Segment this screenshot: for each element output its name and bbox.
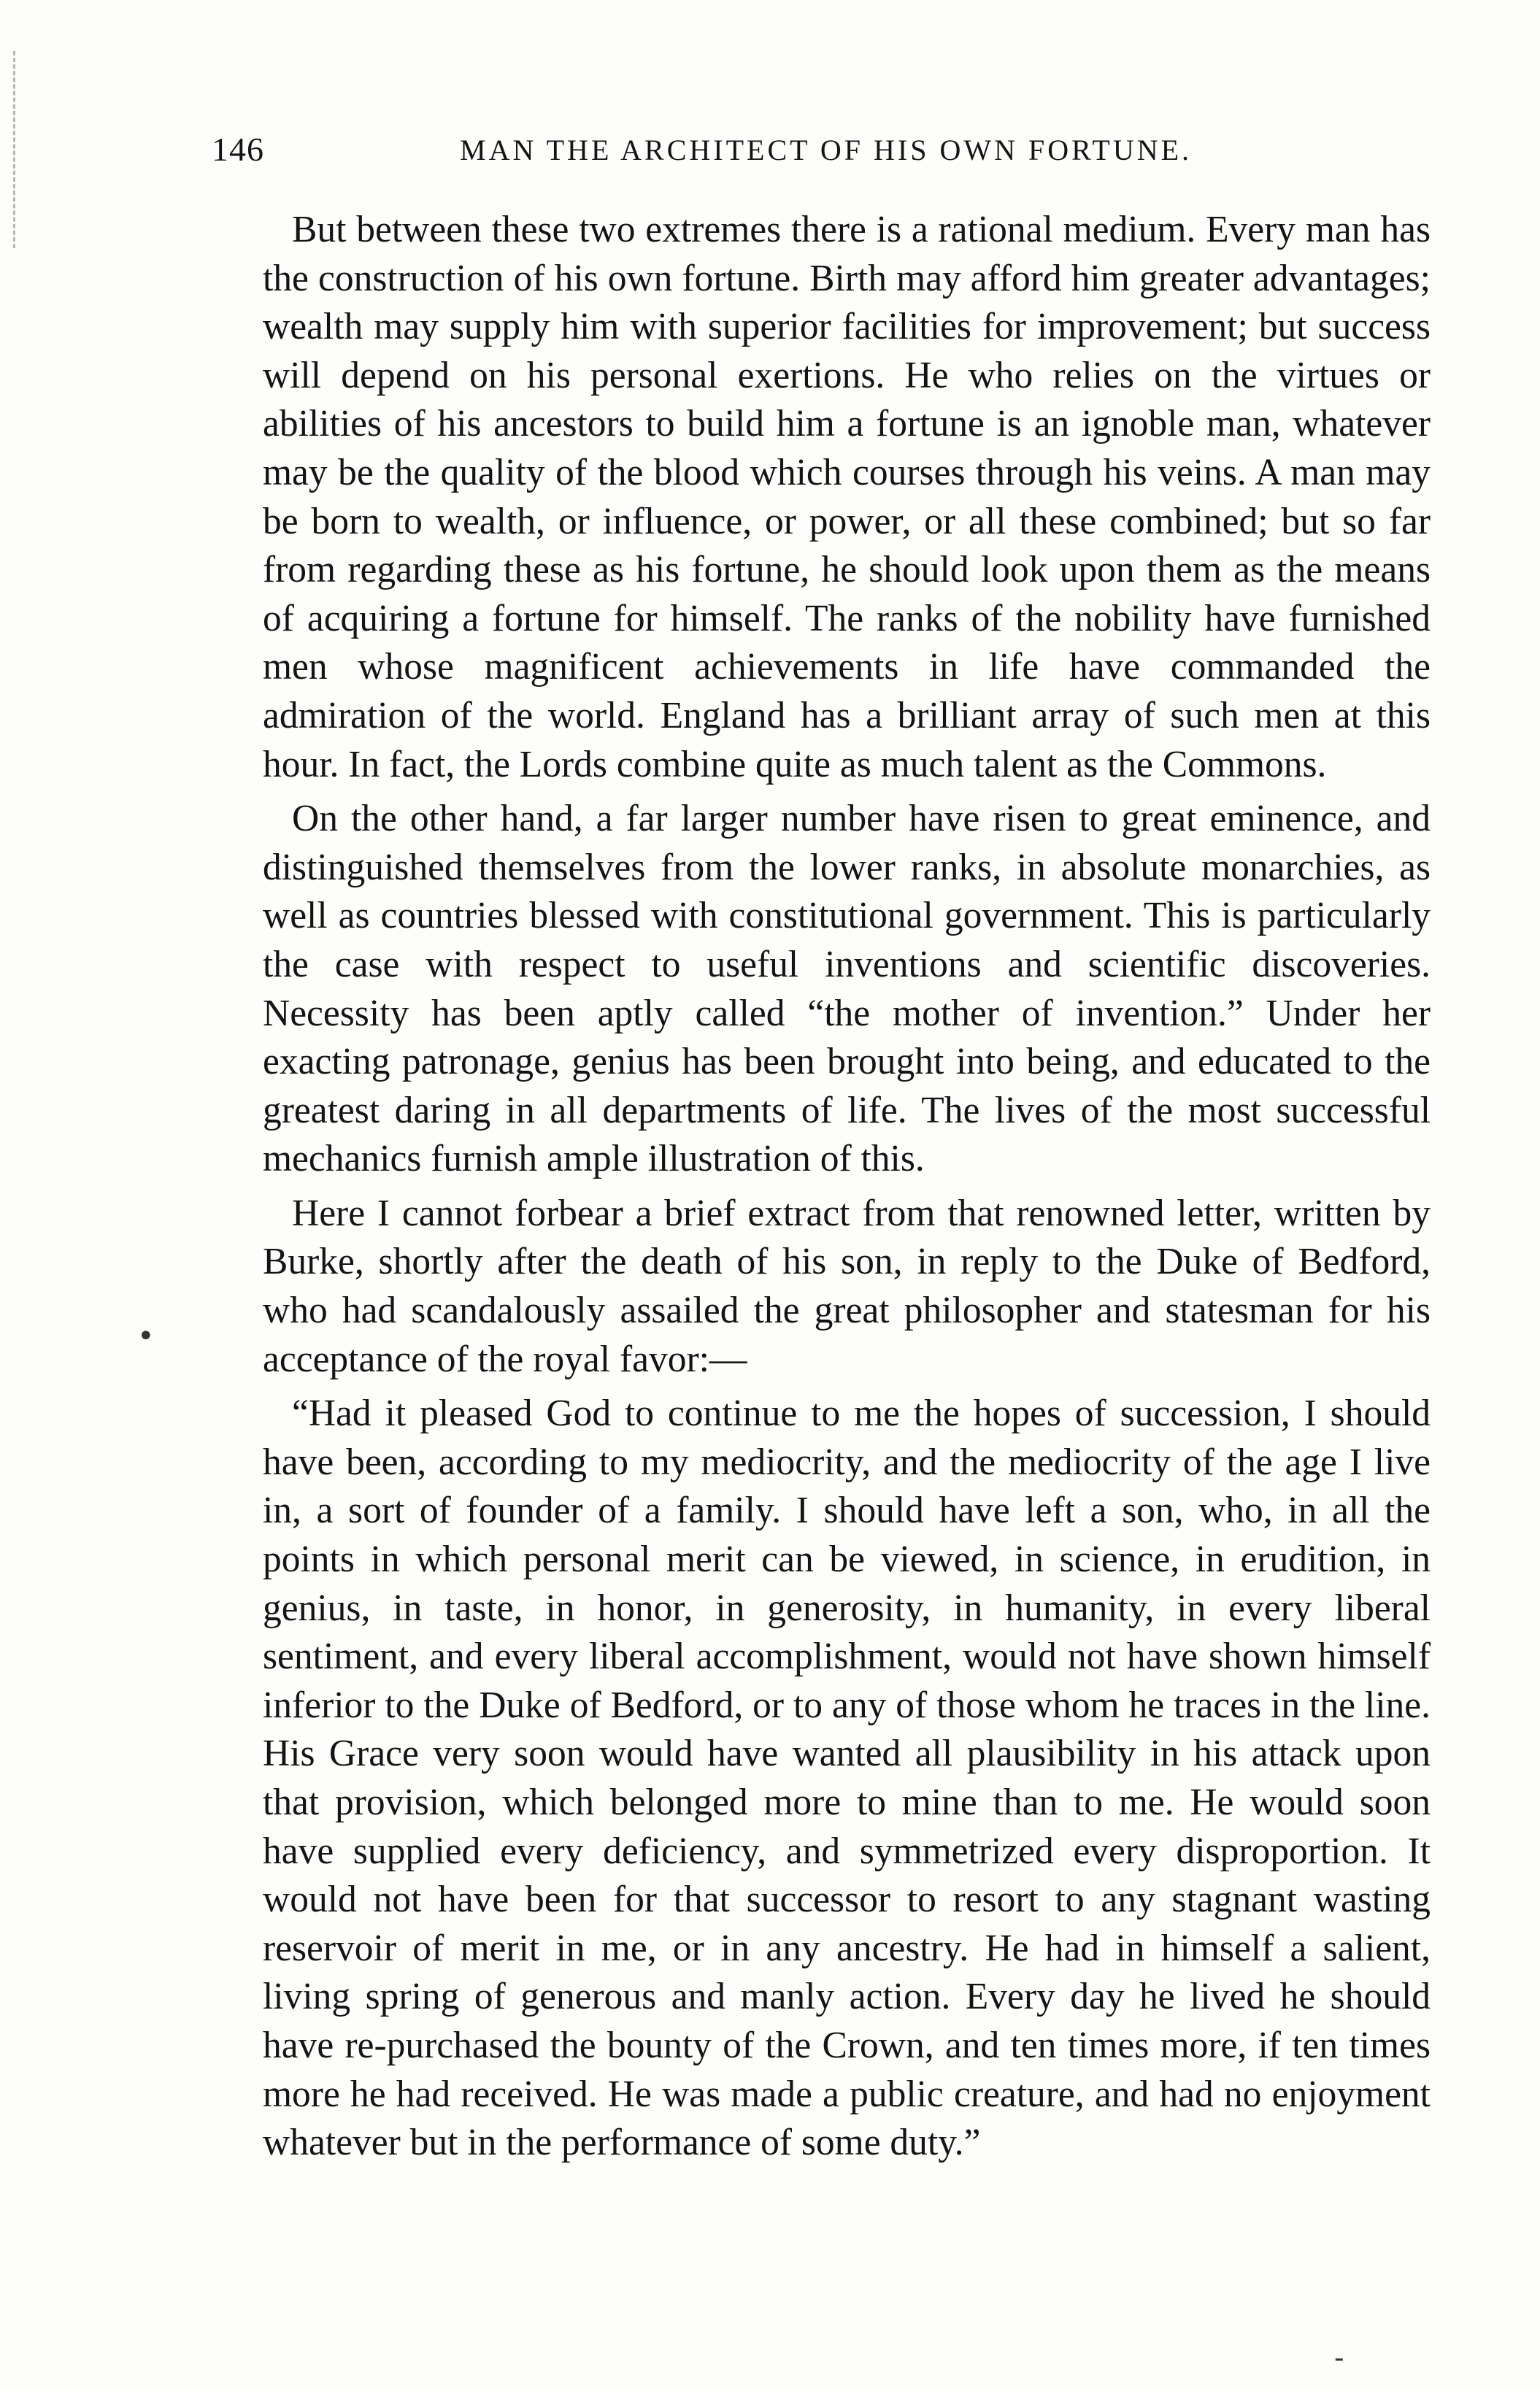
stray-dot-mark: • xyxy=(137,1320,155,1353)
stray-dash-mark: - xyxy=(1334,2341,1344,2375)
paragraph-2: On the other hand, a far larger number have risen to great eminence, and distinguished themselves from the lower ranks, in absolute monarchies, as well as countries blessed with constitutional government. This is particularly the case with respect to useful inventions and scientific discoveries. Necessity has been aptly called “the mother of invention.” Under her exacting patronage, genius has been brought into being, and educated to the greatest daring in all departments of life. The lives of the most successful mechanics furnish ample illustration of this. xyxy=(263,798,1431,1180)
running-title: MAN THE ARCHITECT OF HIS OWN FORTUNE. xyxy=(460,134,1193,166)
running-head xyxy=(212,130,1277,181)
scan-edge-marks xyxy=(13,51,18,248)
paragraph-3: Here I cannot forbear a brief extract from that renowned letter, written by Burke, shortly after the death of his son, in reply to the Duke of Bedford, who had scandalously assailed the great philosopher and statesman for his acceptance of the royal favor:— xyxy=(263,1192,1431,1380)
burke-quotation: “Had it pleased God to continue to me the hopes of succession, I should have been, according to my mediocrity, and the mediocrity of the age I live in, a sort of founder of a family. I should have left a son, who, in all the points in which personal merit can be viewed, in science, in erudition, in genius, in taste, in honor, in generosity, in humanity, in every liberal sentiment, and every liberal accomplishment, would not have shown himself inferior to the Duke of Bedford, or to any of those whom he traces in the line. His Grace very soon would have wanted all plausibility in his attack upon that provision, which belonged more to mine than to me. He would soon have supplied every deficiency, and symmetrized every disproportion. It would not have been for that successor to resort to any stagnant wasting reservoir of merit in me, or in any ancestry. He had in himself a salient, living spring of generous and manly action. Every day he lived he should have re-purchased the bounty of the Crown, and ten times more, if ten times more he had received. He was made a public creature, and had no enjoyment whatever but in the performance of some duty.” xyxy=(263,1393,1431,2164)
page-number: 146 xyxy=(212,131,264,168)
body-text xyxy=(263,206,1431,2168)
paragraph-1: But between these two extremes there is a rational medium. Every man has the construction of his own fortune. Birth may afford him greater advantages; wealth may supply him with superior facilities for improvement; but success will depend on his personal exertions. He who relies on the virtues or abilities of his ancestors to build him a fortune is an ignoble man, whatever may be the quality of the blood which courses through his veins. A man may be born to wealth, or influence, or power, or all these combined; but so far from regarding these as his fortune, he should look upon them as the means of acquiring a fortune for himself. The ranks of the nobility have furnished men whose magnificent achievements in life have commanded the admiration of the world. England has a brilliant array of such men at this hour. In fact, the Lords combine quite as much talent as the Commons. xyxy=(263,209,1431,785)
